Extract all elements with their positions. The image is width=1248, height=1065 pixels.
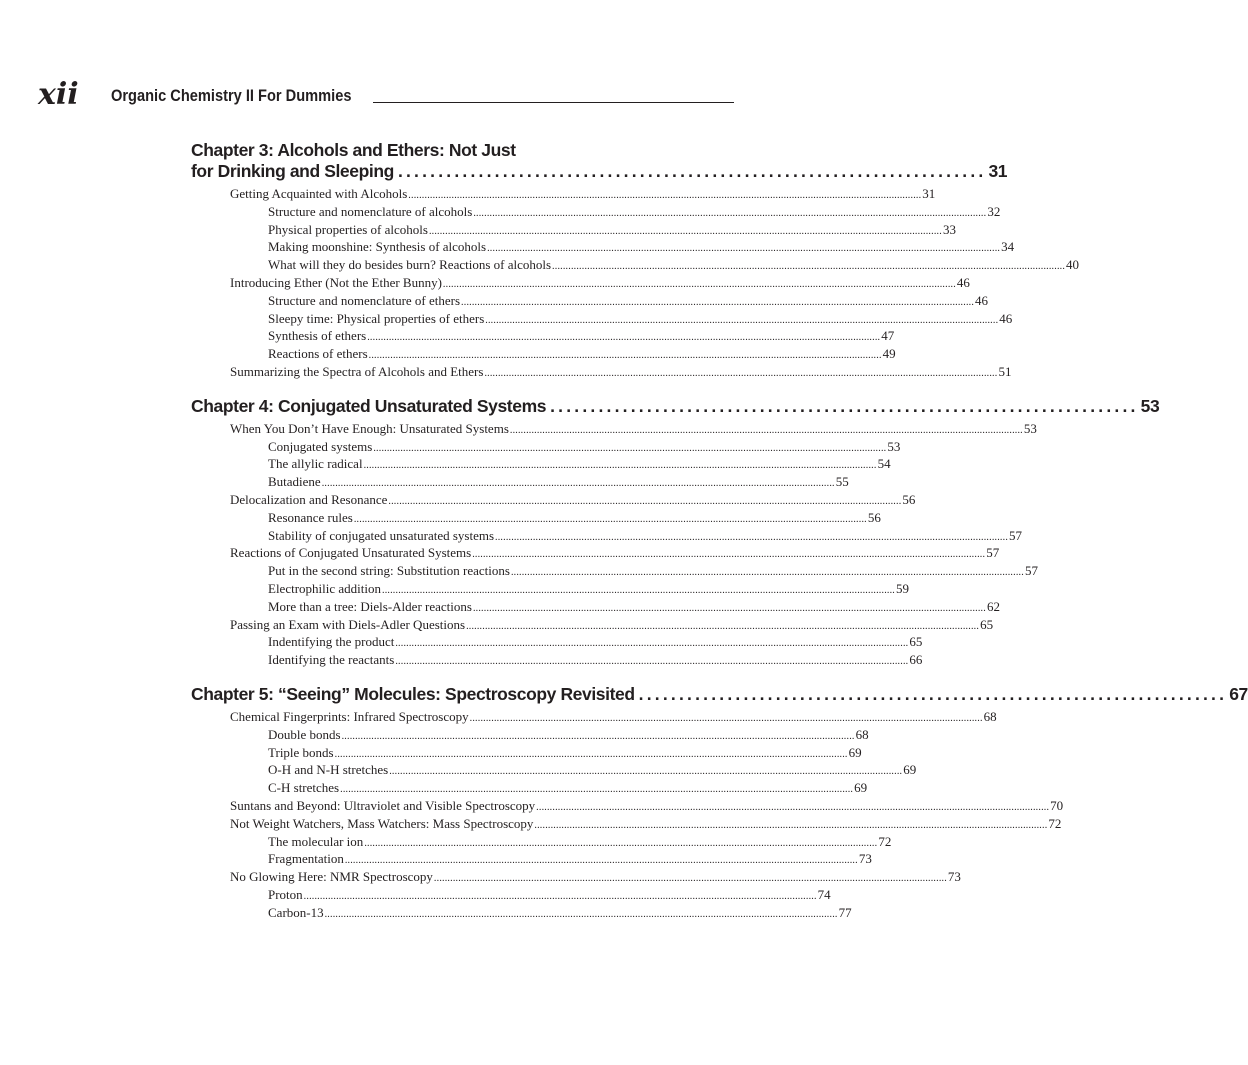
- entry-title: Reactions of Conjugated Unsaturated Systems: [230, 545, 472, 561]
- entry-page: 33: [942, 221, 956, 237]
- dot-leader: .........................................................................: [550, 395, 1139, 416]
- entry-title: Identifying the reactants: [268, 652, 395, 668]
- entry-page: 73: [947, 869, 961, 885]
- dot-leader: ..............................................................................................................................................................................................: [340, 784, 854, 796]
- entry-page: 56: [867, 509, 881, 525]
- entry-page: 57: [986, 545, 1000, 561]
- toc-entry-subsection[interactable]: [191, 563, 1038, 581]
- entry-title: Indentifying the product: [268, 634, 395, 650]
- entry-page: 46: [956, 274, 970, 290]
- toc-entry-subsection[interactable]: [191, 744, 862, 763]
- toc-entry-subsection[interactable]: [191, 904, 852, 923]
- entry-title: Structure and nomenclature of ethers: [268, 292, 461, 308]
- chapter-heading[interactable]: [191, 140, 1008, 182]
- entry-page: 69: [854, 780, 868, 796]
- dot-leader: ..............................................................................................................................................................................................: [472, 549, 986, 561]
- toc-entry-section[interactable]: [191, 797, 1064, 816]
- entry-list: [191, 420, 1038, 670]
- entry-title: Fragmentation: [268, 851, 344, 867]
- entry-title: What will they do besides burn? Reactions of alcohols: [268, 257, 552, 273]
- entry-page: 62: [986, 598, 1000, 614]
- entry-title: Synthesis of ethers: [268, 328, 367, 344]
- toc-entry-subsection[interactable]: [191, 456, 891, 474]
- dot-leader: ..............................................................................................................................................................................................: [324, 908, 838, 920]
- entry-page: 66: [909, 652, 923, 668]
- entry-page: 73: [858, 851, 872, 867]
- dot-leader: ..............................................................................................................................................................................................: [353, 513, 867, 525]
- toc-entry-subsection[interactable]: [191, 851, 872, 869]
- toc-entry-subsection[interactable]: [191, 292, 989, 311]
- chapter-heading[interactable]: [191, 395, 1160, 417]
- header-rule: [373, 102, 734, 103]
- toc-entry-section[interactable]: [191, 420, 1037, 439]
- entry-title: Suntans and Beyond: Ultraviolet and Visible Spectroscopy: [230, 797, 536, 813]
- dot-leader: ..............................................................................................................................................................................................: [368, 350, 882, 362]
- entry-page: 65: [909, 634, 923, 650]
- entry-page: 77: [838, 904, 852, 920]
- dot-leader: ..............................................................................................................................................................................................: [487, 243, 1001, 255]
- entry-title: Triple bonds: [268, 744, 334, 760]
- toc-entry-subsection[interactable]: [191, 652, 923, 670]
- toc-entry-subsection[interactable]: [191, 328, 895, 346]
- entry-title: Conjugated systems: [268, 438, 373, 454]
- chapter-page: 53: [1140, 395, 1160, 416]
- dot-leader: ..............................................................................................................................................................................................: [433, 873, 947, 885]
- toc-entry-subsection[interactable]: [191, 203, 1001, 222]
- entry-title: Not Weight Watchers, Mass Watchers: Mass Spectroscopy: [230, 815, 534, 831]
- toc-entry-section[interactable]: [191, 491, 916, 510]
- chapter-title-line1: Chapter 3: Alcohols and Ethers: Not Just: [191, 140, 516, 160]
- entry-page: 55: [835, 474, 849, 490]
- dot-leader: ..............................................................................................................................................................................................: [341, 730, 855, 742]
- entry-page: 40: [1066, 257, 1080, 273]
- toc-entry-subsection[interactable]: [191, 239, 1015, 257]
- dot-leader: ..............................................................................................................................................................................................: [510, 567, 1024, 579]
- toc-entry-subsection[interactable]: [191, 634, 923, 652]
- entry-title: Reactions of ethers: [268, 346, 368, 362]
- toc-entry-section[interactable]: [191, 363, 1012, 382]
- dot-leader: ..............................................................................................................................................................................................: [485, 314, 999, 326]
- toc-entry-subsection[interactable]: [191, 257, 1080, 275]
- toc-entry-subsection[interactable]: [191, 833, 892, 852]
- toc-entry-section[interactable]: [191, 186, 936, 204]
- chapter-title: Chapter 4: Conjugated Unsaturated Systems: [191, 395, 547, 416]
- dot-leader: ..............................................................................................................................................................................................: [473, 207, 987, 219]
- dot-leader: ..............................................................................................................................................................................................: [367, 332, 881, 344]
- toc-entry-subsection[interactable]: [191, 310, 1013, 329]
- entry-page: 74: [817, 886, 831, 902]
- chapter-heading[interactable]: [191, 683, 1248, 705]
- running-head: [111, 86, 734, 106]
- chapter-title: Chapter 5: “Seeing” Molecules: Spectroscopy Revisited: [191, 683, 635, 704]
- chapter-title-line2: for Drinking and Sleeping: [191, 161, 394, 181]
- dot-leader: ..............................................................................................................................................................................................: [495, 531, 1009, 543]
- entry-page: 57: [1009, 527, 1023, 543]
- entry-title: Delocalization and Resonance: [230, 491, 388, 507]
- toc-entry-section[interactable]: [191, 616, 994, 635]
- entry-page: 56: [902, 491, 916, 507]
- entry-title: Getting Acquainted with Alcohols: [230, 186, 408, 201]
- entry-list: [191, 708, 1064, 923]
- dot-leader: ..............................................................................................................................................................................................: [395, 638, 909, 650]
- dot-leader: ..............................................................................................................................................................................................: [428, 225, 942, 237]
- toc-entry-subsection[interactable]: [191, 886, 831, 905]
- entry-title: When You Don’t Have Enough: Unsaturated Systems: [230, 420, 509, 436]
- entry-title: Proton: [268, 886, 303, 902]
- entry-page: 49: [882, 346, 896, 362]
- toc-entry-subsection[interactable]: [191, 580, 909, 599]
- entry-page: 32: [987, 203, 1001, 219]
- toc-entry-subsection[interactable]: [191, 474, 849, 492]
- dot-leader: ..............................................................................................................................................................................................: [461, 296, 975, 308]
- entry-title: Double bonds: [268, 726, 341, 742]
- dot-leader: ..............................................................................................................................................................................................: [509, 424, 1023, 436]
- toc-entry-section[interactable]: [191, 545, 1000, 563]
- entry-page: 69: [903, 762, 917, 778]
- entry-title: Chemical Fingerprints: Infrared Spectroscopy: [230, 708, 469, 724]
- chapter-page: 31: [988, 161, 1008, 181]
- dot-leader: ..............................................................................................................................................................................................: [484, 367, 998, 379]
- entry-title: Passing an Exam with Diels-Adler Questions: [230, 616, 466, 632]
- entry-list: [191, 186, 1080, 382]
- entry-page: 53: [1023, 420, 1037, 436]
- entry-page: 72: [878, 833, 892, 849]
- toc-entry-subsection[interactable]: [191, 527, 1023, 546]
- toc-entry-subsection[interactable]: [191, 762, 917, 780]
- entry-page: 72: [1048, 815, 1062, 831]
- entry-title: Introducing Ether (Not the Ether Bunny): [230, 274, 442, 290]
- dot-leader: ..............................................................................................................................................................................................: [334, 748, 848, 760]
- entry-page: 69: [848, 744, 862, 760]
- entry-title: No Glowing Here: NMR Spectroscopy: [230, 869, 433, 885]
- dot-leader: ..............................................................................................................................................................................................: [344, 855, 858, 867]
- entry-page: 68: [983, 708, 997, 724]
- entry-page: 70: [1050, 797, 1064, 813]
- entry-title: Summarizing the Spectra of Alcohols and Ethers: [230, 363, 484, 379]
- dot-leader: ..............................................................................................................................................................................................: [373, 442, 887, 454]
- entry-page: 51: [998, 363, 1012, 379]
- toc-entry-subsection[interactable]: [191, 346, 896, 364]
- toc-entry-section[interactable]: [191, 869, 961, 887]
- toc-entry-subsection[interactable]: [191, 438, 901, 457]
- dot-leader: ..............................................................................................................................................................................................: [469, 712, 983, 724]
- dot-leader: ..............................................................................................................................................................................................: [466, 620, 980, 632]
- entry-title: Electrophilic addition: [268, 580, 381, 596]
- entry-page: 34: [1001, 239, 1015, 255]
- chapter-4: [191, 395, 1160, 670]
- book-title: Organic Chemistry II For Dummies: [111, 86, 352, 105]
- dot-leader: .........................................................................: [397, 161, 987, 181]
- entry-page: 46: [999, 310, 1013, 326]
- entry-title: Resonance rules: [268, 509, 353, 525]
- dot-leader: ..............................................................................................................................................................................................: [382, 584, 895, 596]
- toc-entry-section[interactable]: [191, 708, 997, 727]
- entry-title: More than a tree: Diels-Alder reactions: [268, 598, 472, 614]
- dot-leader: ..............................................................................................................................................................................................: [408, 190, 922, 201]
- entry-page: 47: [881, 328, 895, 344]
- chapter-5: [191, 683, 1248, 923]
- entry-page: 57: [1024, 563, 1038, 579]
- entry-title: Physical properties of alcohols: [268, 221, 428, 237]
- entry-page: 54: [877, 456, 891, 472]
- toc-entry-subsection[interactable]: [191, 726, 869, 745]
- toc-entry-subsection[interactable]: [191, 780, 868, 798]
- entry-title: Carbon-13: [268, 904, 324, 920]
- entry-page: 53: [887, 438, 901, 454]
- entry-title: Stability of conjugated unsaturated systems: [268, 527, 495, 543]
- dot-leader: ..............................................................................................................................................................................................: [321, 478, 835, 490]
- toc-entry-section[interactable]: [191, 274, 970, 293]
- entry-page: 68: [855, 726, 869, 742]
- toc-entry-section[interactable]: [191, 815, 1062, 834]
- dot-leader: ..............................................................................................................................................................................................: [552, 261, 1066, 273]
- entry-title: O-H and N-H stretches: [268, 762, 389, 778]
- entry-title: C-H stretches: [268, 780, 340, 796]
- dot-leader: ..............................................................................................................................................................................................: [534, 819, 1048, 831]
- entry-page: 31: [922, 186, 936, 201]
- entry-page: 65: [980, 616, 994, 632]
- entry-title: Butadiene: [268, 474, 321, 490]
- dot-leader: ..............................................................................................................................................................................................: [395, 656, 909, 668]
- dot-leader: ..............................................................................................................................................................................................: [303, 890, 817, 902]
- dot-leader: .........................................................................: [638, 683, 1228, 704]
- toc-entry-subsection[interactable]: [191, 509, 881, 528]
- dot-leader: ..............................................................................................................................................................................................: [364, 837, 878, 849]
- dot-leader: ..............................................................................................................................................................................................: [472, 602, 986, 614]
- chapter-3: [191, 140, 1080, 382]
- chapter-page: 67: [1229, 683, 1248, 704]
- toc-entry-subsection[interactable]: [191, 221, 956, 240]
- entry-title: Structure and nomenclature of alcohols: [268, 203, 473, 219]
- dot-leader: ..............................................................................................................................................................................................: [388, 495, 902, 507]
- entry-title: Making moonshine: Synthesis of alcohols: [268, 239, 487, 255]
- entry-title: The molecular ion: [268, 833, 364, 849]
- entry-page: 59: [896, 580, 909, 596]
- entry-title: Sleepy time: Physical properties of ethers: [268, 310, 485, 326]
- dot-leader: ..............................................................................................................................................................................................: [536, 801, 1050, 813]
- dot-leader: ..............................................................................................................................................................................................: [442, 278, 956, 290]
- entry-title: Put in the second string: Substitution reactions: [268, 563, 510, 579]
- table-of-contents: [191, 140, 1248, 924]
- dot-leader: ..............................................................................................................................................................................................: [363, 460, 877, 472]
- page-number: xii: [38, 77, 79, 112]
- dot-leader: ..............................................................................................................................................................................................: [389, 766, 903, 778]
- entry-page: 46: [975, 292, 989, 308]
- toc-entry-subsection[interactable]: [191, 598, 1000, 617]
- entry-title: The allylic radical: [268, 456, 363, 472]
